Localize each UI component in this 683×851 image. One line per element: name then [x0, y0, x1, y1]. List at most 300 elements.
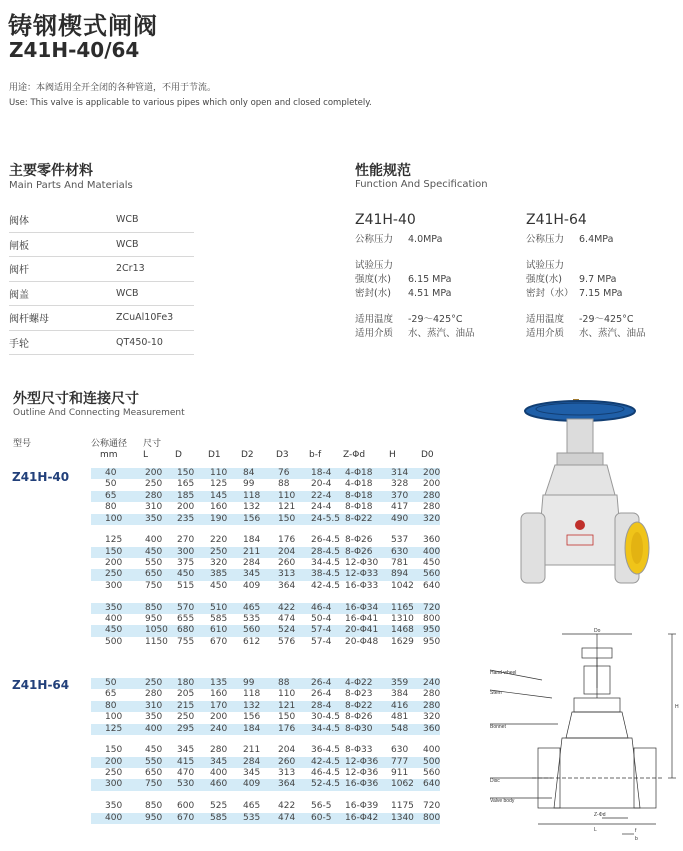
spec-value: 水、蒸汽、油品 [408, 328, 475, 339]
table-cell: 200 [105, 756, 123, 767]
spec-value: 水、蒸汽、油品 [579, 328, 646, 339]
spec-column-40 [355, 212, 475, 341]
table-row [91, 581, 440, 592]
parts-row [9, 306, 194, 331]
table-cell: 515 [177, 580, 195, 591]
table-cell: 310 [145, 502, 163, 513]
spec-value: -29～425°C [579, 314, 634, 325]
table-cell: 250 [210, 546, 228, 557]
table-cell: 4-Φ22 [345, 678, 373, 688]
header-size: 尺寸 [143, 439, 162, 449]
table-cell: 156 [243, 712, 261, 723]
table-cell: 1629 [391, 636, 414, 647]
spec-value: 6.15 MPa [408, 274, 452, 285]
table-cell: 300 [105, 779, 123, 790]
page-title-model: Z41H-40/64 [9, 38, 140, 62]
table-cell: 34-4.5 [311, 558, 341, 569]
table-cell: 99 [243, 479, 255, 490]
table-cell: 250 [105, 569, 123, 580]
drawing-label-zd: Z-Φd [594, 812, 606, 818]
table-cell: 132 [243, 700, 261, 711]
table-cell: 250 [105, 768, 123, 779]
spec-model: Z41H-64 [526, 212, 587, 228]
valve-photo [515, 375, 675, 615]
drawing-label-body: Valve body [490, 798, 515, 804]
table-cell: 8-Φ18 [345, 502, 373, 513]
spec-label: 适用介质 [526, 328, 565, 339]
table-cell: 20-Φ48 [345, 636, 379, 647]
spec-label: 密封（水） [526, 288, 574, 299]
table-cell: 400 [105, 613, 123, 624]
table-cell: 370 [391, 490, 409, 501]
drawing-label-l: L [594, 827, 597, 833]
table-cell: 1340 [391, 812, 414, 823]
table-cell: 655 [177, 613, 195, 624]
table-cell: 211 [243, 546, 261, 557]
table-row [91, 479, 440, 490]
spec-label: 适用温度 [526, 314, 565, 325]
spec-value: 6.4MPa [579, 234, 614, 245]
table-cell: 8-Φ26 [345, 712, 373, 723]
table-cell: 80 [105, 502, 117, 513]
table-cell: 125 [210, 479, 228, 490]
table-row [91, 547, 440, 558]
table-cell: 350 [105, 602, 123, 613]
column-header: D1 [208, 450, 221, 460]
table-cell: 34-4.5 [311, 723, 341, 734]
table-cell: 755 [177, 636, 195, 647]
table-cell: 18-4 [311, 468, 332, 478]
parts-title-cn: 主要零件材料 [9, 163, 93, 179]
part-name: 阀盖 [9, 289, 29, 301]
table-cell: 400 [145, 535, 163, 546]
table-cell: 200 [145, 468, 163, 478]
table-cell: 409 [243, 779, 261, 790]
drawing-label-do: Do [594, 628, 601, 634]
table-cell: 350 [145, 712, 163, 723]
table-cell: 600 [177, 801, 195, 812]
table-cell: 345 [177, 745, 195, 756]
part-name: 手轮 [9, 338, 29, 350]
table-cell: 460 [210, 779, 228, 790]
table-cell: 65 [105, 490, 117, 501]
column-header: D0 [421, 450, 434, 460]
drawing-label-b: b [635, 836, 638, 842]
table-cell: 320 [210, 558, 228, 569]
part-name: 阀杆 [9, 265, 29, 277]
table-cell: 300 [177, 546, 195, 557]
table-cell: 465 [243, 602, 261, 613]
table-cell: 1150 [145, 636, 168, 647]
table-cell: 160 [210, 689, 228, 700]
table-cell: 911 [391, 768, 409, 779]
table-cell: 110 [278, 490, 296, 501]
table-cell: 80 [105, 700, 117, 711]
table-cell: 490 [391, 513, 409, 524]
table-cell: 550 [145, 756, 163, 767]
table-cell: 470 [177, 768, 195, 779]
table-cell: 781 [391, 558, 409, 569]
table-cell: 280 [145, 689, 163, 700]
spec-label: 公称压力 [526, 234, 565, 245]
table-row [91, 625, 440, 636]
table-cell: 894 [391, 569, 409, 580]
table-cell: 400 [105, 812, 123, 823]
table-cell: 720 [423, 602, 441, 613]
table-cell: 204 [278, 745, 296, 756]
table-row [91, 701, 440, 712]
table-cell: 384 [391, 689, 409, 700]
table-cell: 200 [210, 712, 228, 723]
table-cell: 150 [278, 712, 296, 723]
table-cell: 110 [210, 468, 228, 478]
table-cell: 385 [210, 569, 228, 580]
table-row [91, 745, 440, 756]
table-cell: 720 [423, 801, 441, 812]
table-cell: 150 [278, 513, 296, 524]
part-material: WCB [116, 287, 139, 299]
table-cell: 524 [278, 625, 296, 636]
table-cell: 350 [145, 513, 163, 524]
header-dn: 公称通径 [91, 439, 128, 449]
table-row [91, 614, 440, 625]
table-cell: 260 [278, 756, 296, 767]
table-cell: 8-Φ22 [345, 700, 373, 711]
table-cell: 1042 [391, 580, 414, 591]
table-cell: 537 [391, 535, 409, 546]
table-cell: 56-5 [311, 801, 332, 812]
table-row [91, 724, 440, 735]
table-cell: 284 [243, 756, 261, 767]
table-row [91, 468, 440, 479]
table-cell: 205 [177, 689, 195, 700]
table-cell: 585 [210, 613, 228, 624]
table-cell: 28-4.5 [311, 546, 341, 557]
spec-label: 适用介质 [355, 328, 394, 339]
table-cell: 313 [278, 569, 296, 580]
valve-drawing [482, 628, 682, 848]
table-cell: 121 [278, 502, 296, 513]
table-row [91, 569, 440, 580]
table-cell: 525 [210, 801, 228, 812]
table-cell: 165 [177, 479, 195, 490]
table-cell: 280 [145, 490, 163, 501]
table-cell: 240 [423, 678, 441, 688]
table-cell: 16-Φ39 [345, 801, 379, 812]
table-cell: 16-Φ33 [345, 580, 379, 591]
table-cell: 118 [243, 490, 261, 501]
table-cell: 26-4 [311, 678, 332, 688]
table-cell: 110 [278, 689, 296, 700]
group-label-64: Z41H-64 [12, 678, 70, 692]
table-cell: 100 [105, 712, 123, 723]
table-cell: 320 [423, 513, 441, 524]
table-cell: 200 [105, 558, 123, 569]
table-cell: 550 [145, 558, 163, 569]
table-cell: 417 [391, 502, 409, 513]
table-row [91, 637, 440, 648]
table-cell: 650 [145, 768, 163, 779]
table-cell: 8-Φ18 [345, 490, 373, 501]
drawing-label-h: H [675, 704, 679, 710]
header-model: 型号 [13, 439, 32, 449]
table-cell: 57-4 [311, 625, 332, 636]
table-cell: 560 [423, 569, 441, 580]
table-cell: 22-4 [311, 490, 332, 501]
table-cell: 950 [423, 625, 441, 636]
spec-label: 公称压力 [355, 234, 394, 245]
table-row [91, 689, 440, 700]
spec-value: 9.7 MPa [579, 274, 617, 285]
table-cell: 200 [423, 468, 441, 478]
usage-text-en: Use: This valve is applicable to various pipes which only open and closed completely. [9, 98, 372, 108]
column-header: D3 [276, 450, 289, 460]
table-cell: 320 [423, 712, 441, 723]
table-cell: 548 [391, 723, 409, 734]
table-cell: 500 [105, 636, 123, 647]
table-cell: 42-4.5 [311, 756, 341, 767]
table-row [91, 535, 440, 546]
table-row [91, 502, 440, 513]
table-cell: 57-4 [311, 636, 332, 647]
table-cell: 400 [423, 546, 441, 557]
table-cell: 240 [210, 723, 228, 734]
table-cell: 24-4 [311, 502, 332, 513]
table-cell: 400 [423, 745, 441, 756]
table-cell: 170 [210, 700, 228, 711]
table-cell: 280 [423, 689, 441, 700]
handwheel-icon [525, 401, 635, 421]
table-cell: 360 [423, 535, 441, 546]
table-cell: 535 [243, 613, 261, 624]
outline-title-en: Outline And Connecting Measurement [13, 408, 185, 418]
table-cell: 1165 [391, 602, 414, 613]
table-cell: 450 [423, 558, 441, 569]
table-cell: 465 [243, 801, 261, 812]
table-cell: 1062 [391, 779, 414, 790]
table-cell: 184 [243, 535, 261, 546]
part-material: ZCuAl10Fe3 [116, 312, 174, 324]
table-cell: 345 [210, 756, 228, 767]
table-row [91, 678, 440, 689]
table-cell: 132 [243, 502, 261, 513]
parts-row [9, 208, 194, 233]
table-cell: 46-4.5 [311, 768, 341, 779]
table-cell: 215 [177, 700, 195, 711]
table-cell: 530 [177, 779, 195, 790]
spec-value: 7.15 MPa [579, 288, 623, 299]
table-cell: 8-Φ30 [345, 723, 373, 734]
table-cell: 313 [278, 768, 296, 779]
table-cell: 750 [145, 779, 163, 790]
table-cell: 350 [105, 801, 123, 812]
table-row [91, 603, 440, 614]
table-cell: 850 [145, 801, 163, 812]
table-cell: 1175 [391, 801, 414, 812]
table-cell: 125 [105, 535, 123, 546]
table-cell: 680 [177, 625, 195, 636]
usage-text-cn: 用途：本阀适用全开全闭的各种管道，不用于节流。 [9, 83, 217, 93]
column-header: L [143, 450, 149, 460]
table-cell: 52-4.5 [311, 779, 341, 790]
table-row [91, 768, 440, 779]
table-cell: 670 [210, 636, 228, 647]
table-cell: 145 [210, 490, 228, 501]
table-cell: 12-Φ30 [345, 558, 379, 569]
table-cell: 16-Φ42 [345, 812, 379, 823]
spec-title-cn: 性能规范 [355, 163, 411, 179]
table-cell: 8-Φ26 [345, 546, 373, 557]
table-cell: 250 [177, 712, 195, 723]
spec-title-en: Function And Specification [355, 179, 488, 190]
table-cell: 360 [423, 723, 441, 734]
part-material: WCB [116, 214, 139, 226]
table-cell: 16-Φ41 [345, 613, 379, 624]
table-cell: 280 [423, 502, 441, 513]
spec-value: 4.0MPa [408, 234, 443, 245]
page-title-cn: 铸钢楔式闸阀 [8, 12, 158, 40]
table-cell: 295 [177, 723, 195, 734]
table-row [91, 712, 440, 723]
table-cell: 450 [105, 625, 123, 636]
table-cell: 800 [423, 613, 441, 624]
table-cell: 270 [177, 535, 195, 546]
table-row [91, 491, 440, 502]
table-cell: 250 [145, 479, 163, 490]
drawing-label-handwheel: Hand wheel [490, 670, 517, 676]
drawing-label-disc: Disc [490, 778, 500, 784]
table-cell: 314 [391, 468, 409, 478]
parts-row [9, 282, 194, 307]
spec-column-64 [526, 212, 646, 341]
table-cell: 176 [278, 535, 296, 546]
table-cell: 560 [243, 625, 261, 636]
table-cell: 99 [243, 678, 255, 688]
table-cell: 60-5 [311, 812, 332, 823]
table-cell: 450 [145, 745, 163, 756]
spec-label: 强度(水) [526, 274, 562, 285]
column-header: Z-Φd [343, 450, 366, 460]
table-cell: 500 [423, 756, 441, 767]
table-cell: 345 [243, 569, 261, 580]
parts-row [9, 331, 194, 356]
table-cell: 400 [145, 723, 163, 734]
table-cell: 8-Φ22 [345, 513, 373, 524]
table-cell: 450 [145, 546, 163, 557]
table-cell: 65 [105, 689, 117, 700]
table-cell: 612 [243, 636, 261, 647]
spec-value: 4.51 MPa [408, 288, 452, 299]
table-cell: 135 [210, 678, 228, 688]
table-cell: 184 [243, 723, 261, 734]
spec-label: 适用温度 [355, 314, 394, 325]
table-cell: 121 [278, 700, 296, 711]
table-cell: 50-4 [311, 613, 332, 624]
table-cell: 125 [105, 723, 123, 734]
drawing-label-stem: Stem [490, 690, 502, 696]
table-cell: 84 [243, 468, 255, 478]
table-cell: 118 [243, 689, 261, 700]
table-cell: 630 [391, 546, 409, 557]
table-cell: 630 [391, 745, 409, 756]
table-cell: 30-4.5 [311, 712, 341, 723]
table-cell: 359 [391, 678, 409, 688]
table-cell: 950 [145, 613, 163, 624]
parts-list [9, 208, 194, 355]
table-cell: 20-4 [311, 479, 332, 490]
table-cell: 24-5.5 [311, 513, 341, 524]
table-row [91, 558, 440, 569]
table-cell: 364 [278, 580, 296, 591]
table-cell: 777 [391, 756, 409, 767]
spec-label: 试验压力 [526, 260, 565, 271]
table-cell: 400 [210, 768, 228, 779]
table-cell: 50 [105, 479, 117, 490]
table-cell: 422 [278, 602, 296, 613]
parts-row [9, 233, 194, 258]
drawing-label-bonnet: Bonnet [490, 724, 506, 730]
table-cell: 50 [105, 678, 117, 688]
table-cell: 36-4.5 [311, 745, 341, 756]
table-cell: 640 [423, 779, 441, 790]
table-cell: 280 [423, 490, 441, 501]
table-cell: 1310 [391, 613, 414, 624]
table-cell: 12-Φ36 [345, 756, 379, 767]
table-cell: 12-Φ33 [345, 569, 379, 580]
table-cell: 280 [423, 700, 441, 711]
table-cell: 481 [391, 712, 409, 723]
table-cell: 310 [145, 700, 163, 711]
table-cell: 284 [243, 558, 261, 569]
drawing-label-f: f [635, 828, 637, 834]
table-cell: 640 [423, 580, 441, 591]
table-cell: 211 [243, 745, 261, 756]
table-cell: 670 [177, 812, 195, 823]
table-cell: 46-4 [311, 602, 332, 613]
table-cell: 8-Φ33 [345, 745, 373, 756]
table-cell: 150 [105, 546, 123, 557]
table-cell: 585 [210, 812, 228, 823]
table-row [91, 801, 440, 812]
column-header: D [175, 450, 182, 460]
table-cell: 950 [145, 812, 163, 823]
table-cell: 450 [177, 569, 195, 580]
table-cell: 409 [243, 580, 261, 591]
table-cell: 220 [210, 535, 228, 546]
table-cell: 150 [177, 468, 195, 478]
table-cell: 28-4 [311, 700, 332, 711]
table-cell: 76 [278, 468, 290, 478]
spec-label: 试验压力 [355, 260, 394, 271]
table-cell: 610 [210, 625, 228, 636]
table-cell: 415 [177, 756, 195, 767]
table-cell: 40 [105, 468, 117, 478]
table-cell: 150 [105, 745, 123, 756]
table-cell: 300 [105, 580, 123, 591]
header-mm: mm [100, 450, 118, 460]
part-name: 阀杆螺母 [9, 314, 49, 326]
part-name: 阀体 [9, 216, 29, 228]
part-material: WCB [116, 238, 139, 250]
table-cell: 570 [177, 602, 195, 613]
table-cell: 8-Φ26 [345, 535, 373, 546]
spec-label: 强度(水) [355, 274, 391, 285]
table-cell: 235 [177, 513, 195, 524]
table-cell: 88 [278, 678, 290, 688]
table-cell: 100 [105, 513, 123, 524]
table-cell: 345 [243, 768, 261, 779]
table-cell: 185 [177, 490, 195, 501]
